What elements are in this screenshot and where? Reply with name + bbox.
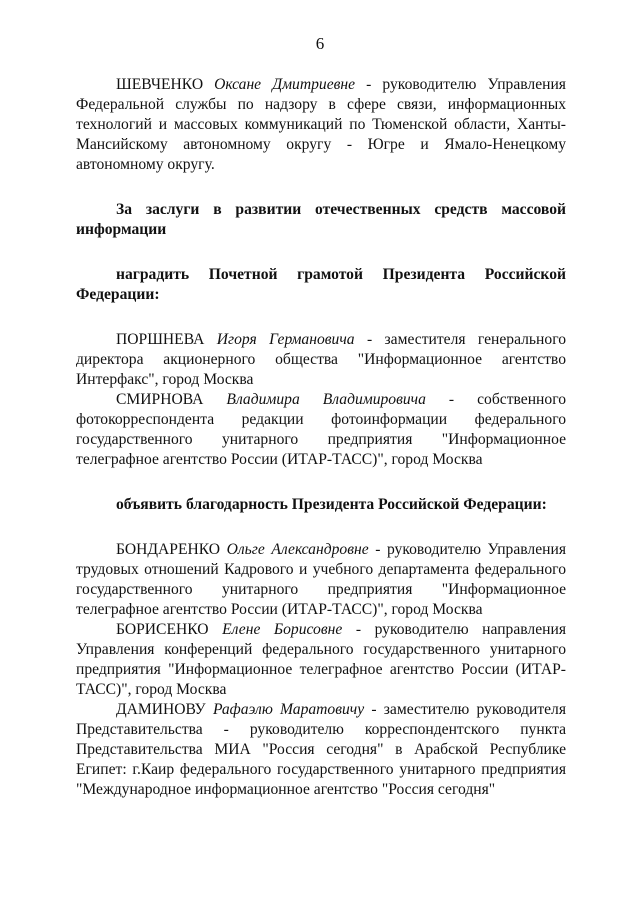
surname: ШЕВЧЕНКО	[116, 76, 204, 93]
position-text: - собственного фотокорреспондента редакции фотоинформации федерального государственного унитарного предприятия "Информационное телеграфное агентство России (ИТАР-ТАСС)", город Москва	[76, 391, 566, 468]
surname: БОРИСЕНКО	[116, 621, 209, 638]
position-text: - руководителю направления Управления конференций федерального государственного унитарного предприятия "Информационное телеграфное агентство России (ИТАР-ТАСС)", город Москва	[76, 621, 566, 698]
position-text: - заместителю руководителя Представительства - руководителю корреспондентского пункта Представительства МИА "Россия сегодня" в Арабской Республике Египет: г.Каир федерального государственного унитарного предприятия "Международное информационное агентство "Россия сегодня"	[76, 701, 567, 798]
award-entry-bondarenko	[76, 540, 566, 620]
given-name: Игоря Германовича	[216, 331, 355, 348]
page-number: 6	[315, 34, 325, 53]
award-entry-porshnev	[76, 330, 566, 390]
given-name: Владимира Владимировича	[226, 391, 426, 408]
section-heading-award-diploma: наградить Почетной грамотой Президента Российской Федерации:	[76, 266, 566, 303]
award-entry-borisenko	[76, 620, 566, 700]
position-text: - руководителю Управления Федеральной службы по надзору в сфере связи, информационных технологий и массовых коммуникаций по Тюменской области, Ханты-Мансийскому автономному округу - Югре и Ямало-Ненецкому автономному округу.	[76, 76, 566, 173]
section-heading-gratitude: объявить благодарность Президента Российской Федерации:	[116, 496, 547, 513]
award-entry-daminov	[76, 700, 566, 800]
award-entry-shevchenko	[76, 75, 566, 175]
surname: БОНДАРЕНКО	[116, 541, 221, 558]
surname: ДАМИНОВУ	[116, 701, 206, 718]
surname: СМИРНОВА	[116, 391, 204, 408]
given-name: Оксане Дмитриевне	[214, 76, 356, 93]
document-body	[76, 75, 566, 800]
position-text: - заместителя генерального директора акционерного общества "Информационное агентство Интерфакс", город Москва	[76, 331, 566, 388]
given-name: Елене Борисовне	[222, 621, 343, 638]
award-entry-smirnov	[76, 390, 566, 470]
given-name: Рафаэлю Маратовичу	[212, 701, 365, 718]
surname: ПОРШНЕВА	[116, 331, 205, 348]
section-heading-merits: За заслуги в развитии отечественных средств массовой информации	[76, 201, 566, 238]
given-name: Ольге Александровне	[226, 541, 369, 558]
position-text: - руководителю Управления трудовых отношений Кадрового и учебного департамента федерального государственного унитарного предприятия "Информационное телеграфное агентство России (ИТАР-ТАСС)", город Москва	[76, 541, 566, 618]
